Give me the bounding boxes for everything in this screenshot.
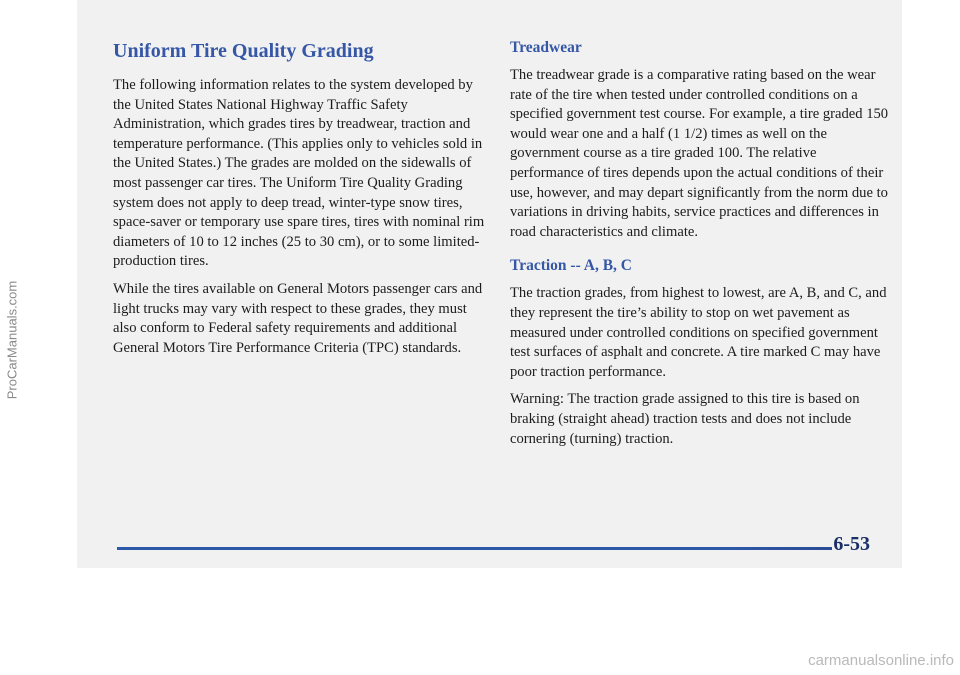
traction-paragraph: The traction grades, from highest to lowest, are A, B, and C, and they represent the tire’s ability to stop on wet pavement as measured under controlled conditions on specified government test surfaces of asphalt and concrete. A tire marked C may have poor traction performance.	[510, 285, 887, 380]
section-title: Uniform Tire Quality Grading	[113, 40, 374, 62]
conformance-paragraph: While the tires available on General Motors passenger cars and light trucks may vary with respect to these grades, they must also conform to Federal safety requirements and additional General Motors Tire Performance Criteria (TPC) standards.	[113, 280, 483, 356]
treadwear-heading: Treadwear	[510, 39, 582, 56]
side-watermark-text: ProCarManuals.com	[4, 280, 20, 400]
traction-warning-paragraph: Warning: The traction grade assigned to this tire is based on braking (straight ahead) traction tests and does not include cornering (turning) traction.	[510, 391, 860, 447]
left-column	[113, 38, 488, 366]
treadwear-paragraph: The treadwear grade is a comparative rating based on the wear rate of the tire when tested under controlled conditions on a specified government test course. For example, a tire graded 150 would wear one and a half (1 1/2) times as well on the government course as a tire graded 100. The relative performance of tires depends upon the actual conditions of their use, however, and may depart significantly from the norm due to variations in driving habits, service practices and differences in road characteristics and climate.	[510, 67, 889, 240]
page-number: 6-53	[833, 533, 870, 555]
manual-page	[77, 0, 902, 568]
intro-paragraph: The following information relates to the system developed by the United States National Highway Traffic Safety Administration, which grades tires by treadwear, traction and temperature performance. (This applies only to vehicles sold in the United States.) The grades are molded on the sidewalls of most passenger car tires. The Uniform Tire Quality Grading system does not apply to deep tread, winter-type snow tires, space-saver or temporary use spare tires, tires with nominal rim diameters of 10 to 12 inches (25 to 30 cm), or to some limited-production tires.	[113, 77, 485, 270]
footer-rule	[117, 547, 832, 550]
side-watermark	[1, 200, 23, 480]
traction-heading: Traction -- A, B, C	[510, 257, 632, 275]
right-column	[510, 38, 890, 457]
bottom-watermark: carmanualsonline.info	[808, 652, 954, 669]
